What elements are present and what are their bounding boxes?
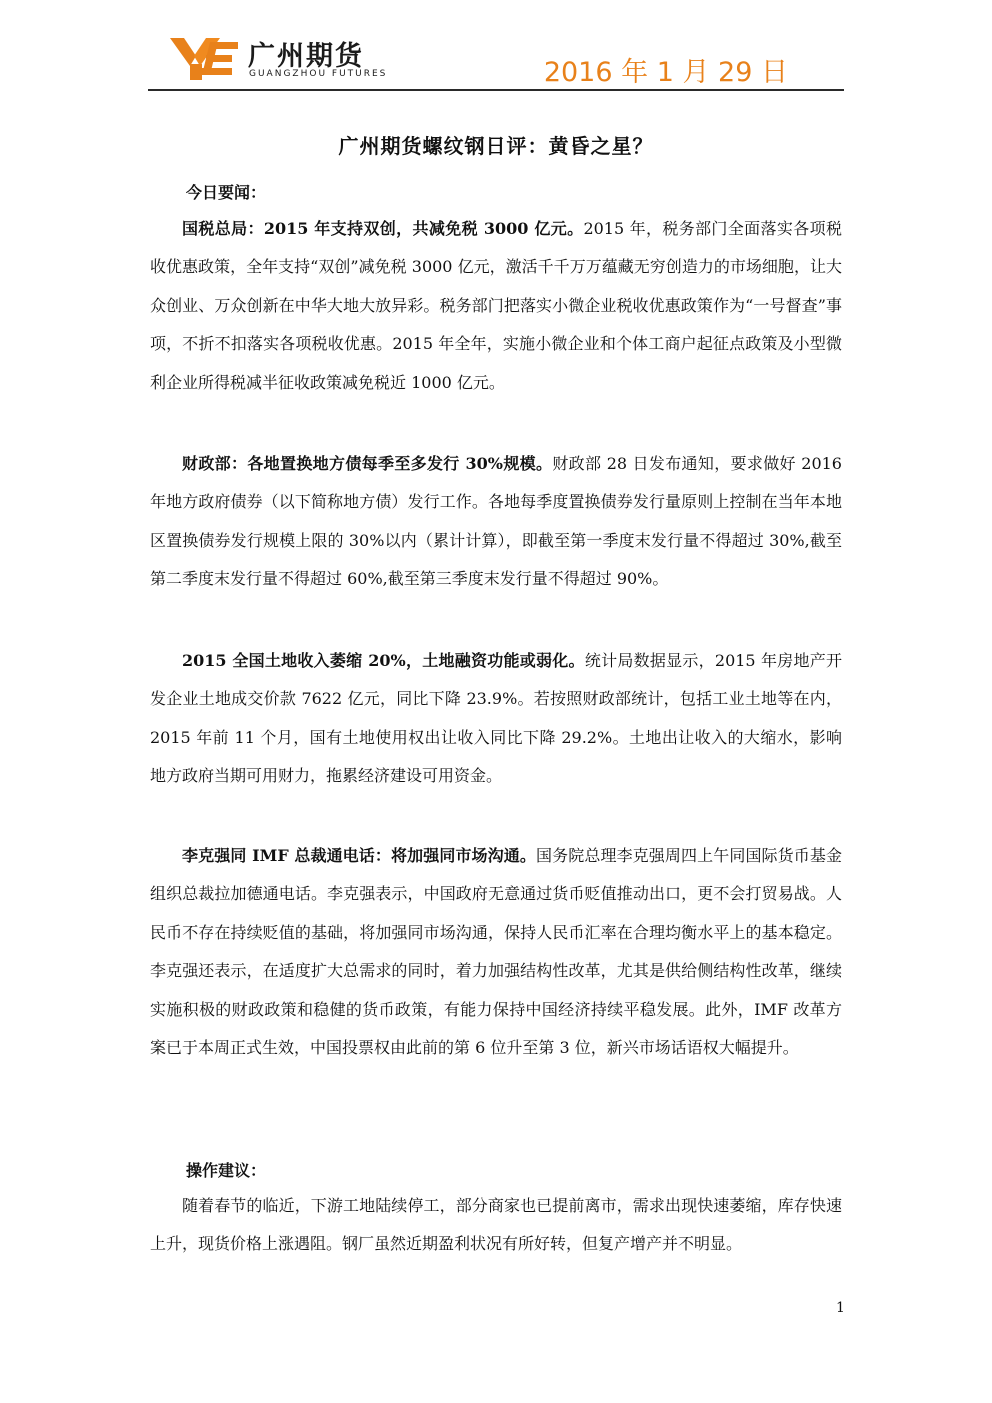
news-item bbox=[150, 837, 842, 1067]
news-body: 2015 年，税务部门全面落实各项税收优惠政策，全年支持“双创”减免税 3000 亿元，激活千千万万蕴藏无穷创造力的市场细胞，让大众创业、万众创新在中华大地大放异彩。税务部门把落实小微企业税收优惠政策作为“一号督查”事项，不折不扣落实各项税收优惠。2015 年全年，实施小微企业和个体工商户起征点政策及小型微利企业所得税减半征收政策减免税近 1000 亿元。 bbox=[150, 219, 842, 392]
document-title: 广州期货螺纹钢日评：黄昏之星？ bbox=[338, 134, 654, 158]
news-body: 财政部 28 日发布通知，要求做好 2016 年地方政府债券（以下简称地方债）发行工作。各地每季度置换债券发行量原则上控制在当年本地区置换债券发行规模上限的 30%以内（累计计算），即截至第一季度末发行量不得超过 30%,截至第二季度末发行量不得超过 60%,截至第三季度末发行量不得超过 90%。 bbox=[150, 454, 842, 589]
news-item bbox=[150, 445, 842, 599]
news-headline: 财政部：各地置换地方债每季至多发行 30%规模。 bbox=[182, 454, 553, 473]
news-headline: 国税总局：2015 年支持双创，共减免税 3000 亿元。 bbox=[182, 219, 584, 238]
news-body: 统计局数据显示，2015 年房地产开发企业土地成交价款 7622 亿元，同比下降 23.9%。若按照财政部统计，包括工业土地等在内，2015 年前 11 个月，国有土地使用权出让收入同比下降 29.2%。土地出让收入的大缩水，影响地方政府当期可用财力，拖累经济建设可用资金。 bbox=[150, 651, 842, 786]
brand-name: 广州期货 bbox=[248, 41, 364, 72]
news-item bbox=[150, 642, 842, 796]
guangzhou-futures-logo-icon bbox=[170, 36, 240, 82]
page-number: 1 bbox=[836, 1300, 845, 1316]
brand-english-name: GUANGZHOU FUTURES bbox=[249, 69, 388, 79]
news-item bbox=[150, 210, 842, 402]
report-date: 2016 年 1 月 29 日 bbox=[543, 57, 788, 88]
advice-paragraph: 随着春节的临近，下游工地陆续停工，部分商家也已提前离市，需求出现快速萎缩，库存快速上升，现货价格上涨遇阻。钢厂虽然近期盈利状况有所好转，但复产增产并不明显。 bbox=[150, 1196, 842, 1254]
news-headline: 李克强同 IMF 总裁通电话：将加强同市场沟通。 bbox=[182, 846, 537, 865]
header-divider bbox=[148, 89, 844, 91]
news-heading: 今日要闻： bbox=[186, 183, 267, 202]
page-header bbox=[148, 30, 844, 90]
news-body: 国务院总理李克强周四上午同国际货币基金组织总裁拉加德通电话。李克强表示，中国政府无意通过货币贬值推动出口，更不会打贸易战。人民币不存在持续贬值的基础，将加强同市场沟通，保持人民币汇率在合理均衡水平上的基本稳定。李克强还表示，在适度扩大总需求的同时，着力加强结构性改革，尤其是供给侧结构性改革，继续实施积极的财政政策和稳健的货币政策，有能力保持中国经济持续平稳发展。此外，IMF 改革方案已于本周正式生效，中国投票权由此前的第 6 位升至第 3 位，新兴市场话语权大幅提升。 bbox=[150, 846, 842, 1058]
news-headline: 2015 全国土地收入萎缩 20%，土地融资功能或弱化。 bbox=[182, 651, 585, 670]
advice-heading: 操作建议： bbox=[186, 1161, 267, 1180]
